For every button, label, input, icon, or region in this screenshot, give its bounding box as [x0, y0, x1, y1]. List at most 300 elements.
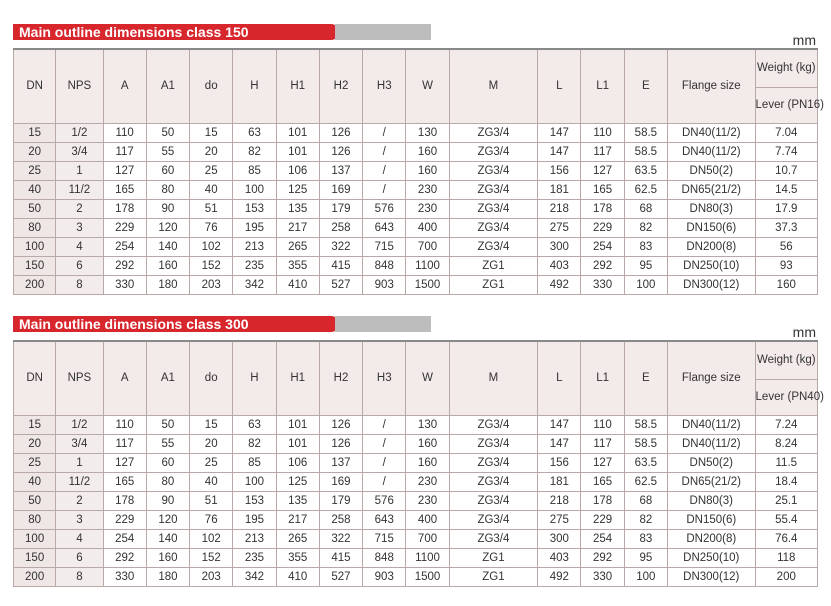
table-cell: 492	[538, 275, 581, 294]
table-cell: 11.5	[755, 453, 817, 472]
table-cell: 4	[56, 237, 103, 256]
table-cell: 403	[538, 256, 581, 275]
table-cell: 903	[363, 275, 406, 294]
table-cell: 15	[190, 123, 233, 142]
table-cell: 106	[276, 161, 319, 180]
column-header: Flange size	[668, 49, 756, 123]
table-cell: 127	[103, 161, 146, 180]
table-cell: 6	[56, 548, 103, 567]
column-header: Weight (kg)	[755, 341, 817, 379]
column-header: W	[406, 49, 449, 123]
table-cell: 76.4	[755, 529, 817, 548]
table-cell: 527	[319, 275, 362, 294]
table-cell: 25	[14, 453, 56, 472]
column-header: A	[103, 341, 146, 415]
table-cell: 83	[624, 237, 667, 256]
table-cell: DN150(6)	[668, 218, 756, 237]
table-cell: DN200(8)	[668, 529, 756, 548]
table-row	[14, 256, 818, 275]
table-cell: 700	[406, 529, 449, 548]
table-cell: 150	[14, 548, 56, 567]
table-cell: 229	[103, 510, 146, 529]
table-cell: 195	[233, 510, 276, 529]
table-cell: 80	[14, 510, 56, 529]
table-cell: DN80(3)	[668, 199, 756, 218]
table-cell: DN40(11/2)	[668, 415, 756, 434]
table-cell: 230	[406, 472, 449, 491]
table-cell: 1500	[406, 275, 449, 294]
table-cell: ZG3/4	[449, 472, 538, 491]
table-cell: 410	[276, 275, 319, 294]
table-cell: 230	[406, 180, 449, 199]
table-cell: 120	[146, 510, 189, 529]
table-cell: 330	[581, 275, 624, 294]
table-cell: 235	[233, 256, 276, 275]
table-cell: ZG3/4	[449, 199, 538, 218]
table-cell: 643	[363, 218, 406, 237]
table-cell: 178	[581, 199, 624, 218]
table-cell: 169	[319, 472, 362, 491]
table-cell: 527	[319, 567, 362, 586]
table-cell: 110	[581, 415, 624, 434]
table-cell: 330	[103, 567, 146, 586]
table-cell: DN40(11/2)	[668, 142, 756, 161]
table-cell: 20	[190, 142, 233, 161]
section-title: Main outline dimensions class 300	[19, 316, 249, 332]
table-cell: 715	[363, 237, 406, 256]
section-banner	[13, 314, 818, 340]
table-cell: 100	[624, 275, 667, 294]
column-header: NPS	[56, 341, 103, 415]
table-row	[14, 472, 818, 491]
table-cell: 180	[146, 567, 189, 586]
table-cell: /	[363, 453, 406, 472]
table-cell: 7.74	[755, 142, 817, 161]
table-cell: ZG3/4	[449, 180, 538, 199]
table-cell: ZG3/4	[449, 237, 538, 256]
table-cell: 258	[319, 218, 362, 237]
table-cell: 68	[624, 491, 667, 510]
table-cell: 1	[56, 453, 103, 472]
table-cell: 903	[363, 567, 406, 586]
table-cell: 355	[276, 256, 319, 275]
table-cell: 254	[103, 237, 146, 256]
column-header: H1	[276, 341, 319, 415]
table-cell: 126	[319, 415, 362, 434]
table-cell: 18.4	[755, 472, 817, 491]
table-cell: ZG3/4	[449, 529, 538, 548]
table-cell: 62.5	[624, 472, 667, 491]
table-cell: 165	[103, 180, 146, 199]
column-header: E	[624, 49, 667, 123]
table-cell: 254	[581, 529, 624, 548]
column-header: H2	[319, 49, 362, 123]
table-cell: 100	[233, 180, 276, 199]
table-cell: 165	[581, 180, 624, 199]
table-cell: 120	[146, 218, 189, 237]
class-150-section	[13, 22, 824, 295]
table-cell: 50	[14, 199, 56, 218]
table-cell: ZG1	[449, 548, 538, 567]
column-header: H3	[363, 49, 406, 123]
table-cell: 58.5	[624, 142, 667, 161]
column-header: L	[538, 341, 581, 415]
table-cell: 218	[538, 491, 581, 510]
table-cell: 415	[319, 548, 362, 567]
table-cell: 576	[363, 491, 406, 510]
table-cell: 156	[538, 453, 581, 472]
table-cell: 160	[406, 434, 449, 453]
table-cell: 179	[319, 199, 362, 218]
table-cell: 25	[190, 161, 233, 180]
table-row	[14, 123, 818, 142]
table-cell: 179	[319, 491, 362, 510]
table-cell: 20	[190, 434, 233, 453]
table-cell: 153	[233, 491, 276, 510]
table-cell: 275	[538, 218, 581, 237]
table-cell: 63	[233, 123, 276, 142]
class-300-section	[13, 314, 824, 587]
table-row	[14, 199, 818, 218]
table-cell: 17.9	[755, 199, 817, 218]
column-header: DN	[14, 341, 56, 415]
table-row	[14, 548, 818, 567]
table-cell: 127	[103, 453, 146, 472]
table-cell: 40	[14, 472, 56, 491]
table-cell: 101	[276, 434, 319, 453]
table-cell: 51	[190, 491, 233, 510]
table-cell: 643	[363, 510, 406, 529]
column-header: L1	[581, 341, 624, 415]
table-row	[14, 510, 818, 529]
table-cell: 178	[581, 491, 624, 510]
table-cell: 229	[103, 218, 146, 237]
table-cell: ZG3/4	[449, 161, 538, 180]
table-cell: 50	[14, 491, 56, 510]
table-cell: 2	[56, 491, 103, 510]
table-cell: 55	[146, 142, 189, 161]
table-cell: 82	[624, 218, 667, 237]
table-cell: 37.3	[755, 218, 817, 237]
table-cell: 265	[276, 529, 319, 548]
table-cell: 229	[581, 218, 624, 237]
table-cell: 156	[538, 161, 581, 180]
table-cell: 50	[146, 415, 189, 434]
table-cell: 3/4	[56, 142, 103, 161]
table-cell: DN40(11/2)	[668, 123, 756, 142]
table-cell: 322	[319, 237, 362, 256]
table-cell: 55	[146, 434, 189, 453]
column-header: H	[233, 341, 276, 415]
table-cell: 100	[14, 529, 56, 548]
table-cell: 126	[319, 142, 362, 161]
table-cell: 135	[276, 491, 319, 510]
table-cell: /	[363, 142, 406, 161]
table-cell: 135	[276, 199, 319, 218]
table-cell: 265	[276, 237, 319, 256]
table-cell: 126	[319, 123, 362, 142]
table-cell: 153	[233, 199, 276, 218]
table-row	[14, 415, 818, 434]
table-row	[14, 434, 818, 453]
table-cell: 11/2	[56, 472, 103, 491]
table-cell: 200	[14, 275, 56, 294]
table-cell: 10.7	[755, 161, 817, 180]
table-cell: 292	[581, 548, 624, 567]
table-cell: 80	[146, 472, 189, 491]
table-cell: 342	[233, 567, 276, 586]
table-cell: 400	[406, 510, 449, 529]
table-cell: 715	[363, 529, 406, 548]
table-row	[14, 275, 818, 294]
table-cell: 60	[146, 453, 189, 472]
table-cell: DN40(11/2)	[668, 434, 756, 453]
column-header: W	[406, 341, 449, 415]
table-cell: /	[363, 123, 406, 142]
table-cell: 130	[406, 123, 449, 142]
column-header: NPS	[56, 49, 103, 123]
column-header: H1	[276, 49, 319, 123]
table-cell: 300	[538, 237, 581, 256]
table-cell: 58.5	[624, 415, 667, 434]
table-cell: 76	[190, 218, 233, 237]
table-cell: 130	[406, 415, 449, 434]
table-row	[14, 491, 818, 510]
table-cell: 102	[190, 237, 233, 256]
table-cell: ZG3/4	[449, 415, 538, 434]
table-cell: ZG1	[449, 275, 538, 294]
table-cell: 6	[56, 256, 103, 275]
table-cell: 117	[103, 142, 146, 161]
section-title: Main outline dimensions class 150	[19, 24, 249, 40]
table-cell: 7.24	[755, 415, 817, 434]
table-cell: 60	[146, 161, 189, 180]
table-cell: 292	[581, 256, 624, 275]
table-cell: 25	[14, 161, 56, 180]
column-header: H3	[363, 341, 406, 415]
table-cell: 8.24	[755, 434, 817, 453]
table-cell: 85	[233, 453, 276, 472]
table-row	[14, 237, 818, 256]
table-cell: 55.4	[755, 510, 817, 529]
table-cell: 147	[538, 415, 581, 434]
table-cell: 82	[624, 510, 667, 529]
table-cell: ZG3/4	[449, 434, 538, 453]
table-cell: /	[363, 161, 406, 180]
table-cell: 160	[406, 161, 449, 180]
table-cell: 1/2	[56, 415, 103, 434]
table-cell: 230	[406, 199, 449, 218]
table-cell: 20	[14, 142, 56, 161]
table-cell: 160	[406, 142, 449, 161]
table-cell: 1100	[406, 548, 449, 567]
table-cell: ZG1	[449, 256, 538, 275]
table-cell: 403	[538, 548, 581, 567]
dimensions-table	[13, 48, 824, 295]
table-cell: 230	[406, 491, 449, 510]
table-cell: 147	[538, 123, 581, 142]
table-cell: 80	[14, 218, 56, 237]
table-cell: 203	[190, 567, 233, 586]
table-cell: 140	[146, 529, 189, 548]
table-cell: 213	[233, 237, 276, 256]
section-banner	[13, 22, 818, 48]
table-cell: 700	[406, 237, 449, 256]
column-header: L	[538, 49, 581, 123]
table-row	[14, 453, 818, 472]
table-cell: 93	[755, 256, 817, 275]
table-cell: 415	[319, 256, 362, 275]
table-cell: ZG3/4	[449, 142, 538, 161]
column-header: Flange size	[668, 341, 756, 415]
table-cell: 20	[14, 434, 56, 453]
table-cell: 3/4	[56, 434, 103, 453]
table-cell: DN250(10)	[668, 548, 756, 567]
column-header: DN	[14, 49, 56, 123]
table-cell: 126	[319, 434, 362, 453]
table-cell: 180	[146, 275, 189, 294]
table-cell: 117	[581, 142, 624, 161]
table-cell: 292	[103, 548, 146, 567]
table-cell: 40	[190, 180, 233, 199]
table-cell: 400	[406, 218, 449, 237]
table-cell: /	[363, 180, 406, 199]
table-cell: 200	[755, 567, 817, 586]
table-cell: 342	[233, 275, 276, 294]
table-row	[14, 218, 818, 237]
table-cell: DN300(12)	[668, 567, 756, 586]
table-cell: 82	[233, 434, 276, 453]
table-cell: 355	[276, 548, 319, 567]
table-cell: 50	[146, 123, 189, 142]
weight-subheader: Lever (PN40)	[755, 379, 817, 415]
table-cell: 76	[190, 510, 233, 529]
table-cell: ZG3/4	[449, 218, 538, 237]
table-cell: DN200(8)	[668, 237, 756, 256]
table-cell: 82	[233, 142, 276, 161]
table-cell: 63.5	[624, 453, 667, 472]
table-cell: 40	[190, 472, 233, 491]
table-cell: 85	[233, 161, 276, 180]
table-cell: ZG3/4	[449, 453, 538, 472]
table-cell: 3	[56, 510, 103, 529]
table-cell: 100	[233, 472, 276, 491]
table-cell: DN80(3)	[668, 491, 756, 510]
table-cell: ZG3/4	[449, 491, 538, 510]
table-cell: DN50(2)	[668, 161, 756, 180]
column-header: M	[449, 49, 538, 123]
table-cell: 11/2	[56, 180, 103, 199]
table-cell: 102	[190, 529, 233, 548]
column-header: E	[624, 341, 667, 415]
table-cell: 203	[190, 275, 233, 294]
table-cell: 218	[538, 199, 581, 218]
table-cell: 848	[363, 548, 406, 567]
table-cell: 56	[755, 237, 817, 256]
table-cell: 127	[581, 453, 624, 472]
column-header: H2	[319, 341, 362, 415]
table-cell: 25.1	[755, 491, 817, 510]
unit-label: mm	[792, 324, 816, 340]
table-cell: 160	[146, 256, 189, 275]
table-cell: 492	[538, 567, 581, 586]
table-cell: 62.5	[624, 180, 667, 199]
table-cell: 95	[624, 256, 667, 275]
weight-subheader: Lever (PN16)	[755, 87, 817, 123]
table-cell: 110	[581, 123, 624, 142]
table-cell: 100	[624, 567, 667, 586]
table-cell: DN150(6)	[668, 510, 756, 529]
table-cell: 58.5	[624, 123, 667, 142]
table-cell: 235	[233, 548, 276, 567]
table-cell: 330	[103, 275, 146, 294]
table-cell: 1/2	[56, 123, 103, 142]
table-cell: 40	[14, 180, 56, 199]
table-cell: 51	[190, 199, 233, 218]
column-header: do	[190, 49, 233, 123]
unit-label: mm	[792, 32, 816, 48]
table-cell: 1100	[406, 256, 449, 275]
table-cell: 8	[56, 567, 103, 586]
table-cell: ZG3/4	[449, 510, 538, 529]
table-cell: 160	[755, 275, 817, 294]
table-cell: 195	[233, 218, 276, 237]
table-cell: 15	[190, 415, 233, 434]
table-cell: 101	[276, 415, 319, 434]
table-cell: 3	[56, 218, 103, 237]
table-cell: 160	[146, 548, 189, 567]
table-cell: 137	[319, 453, 362, 472]
table-cell: /	[363, 415, 406, 434]
table-row	[14, 567, 818, 586]
table-cell: 95	[624, 548, 667, 567]
table-cell: 576	[363, 199, 406, 218]
column-header: H	[233, 49, 276, 123]
column-header: A	[103, 49, 146, 123]
table-cell: 7.04	[755, 123, 817, 142]
table-cell: 410	[276, 567, 319, 586]
table-cell: 200	[14, 567, 56, 586]
table-cell: 101	[276, 142, 319, 161]
table-cell: /	[363, 434, 406, 453]
table-cell: 275	[538, 510, 581, 529]
table-cell: 160	[406, 453, 449, 472]
table-cell: 2	[56, 199, 103, 218]
table-row	[14, 142, 818, 161]
table-cell: 152	[190, 256, 233, 275]
table-cell: 117	[581, 434, 624, 453]
table-cell: 125	[276, 472, 319, 491]
table-cell: DN50(2)	[668, 453, 756, 472]
table-cell: 14.5	[755, 180, 817, 199]
table-cell: 8	[56, 275, 103, 294]
table-cell: 848	[363, 256, 406, 275]
table-cell: 178	[103, 491, 146, 510]
table-cell: 90	[146, 491, 189, 510]
column-header: Weight (kg)	[755, 49, 817, 87]
table-cell: 15	[14, 123, 56, 142]
column-header: L1	[581, 49, 624, 123]
table-cell: 63.5	[624, 161, 667, 180]
dimensions-table	[13, 340, 824, 587]
table-row	[14, 161, 818, 180]
table-cell: 101	[276, 123, 319, 142]
table-cell: 80	[146, 180, 189, 199]
table-cell: 83	[624, 529, 667, 548]
table-cell: 137	[319, 161, 362, 180]
table-cell: 150	[14, 256, 56, 275]
table-cell: ZG3/4	[449, 123, 538, 142]
